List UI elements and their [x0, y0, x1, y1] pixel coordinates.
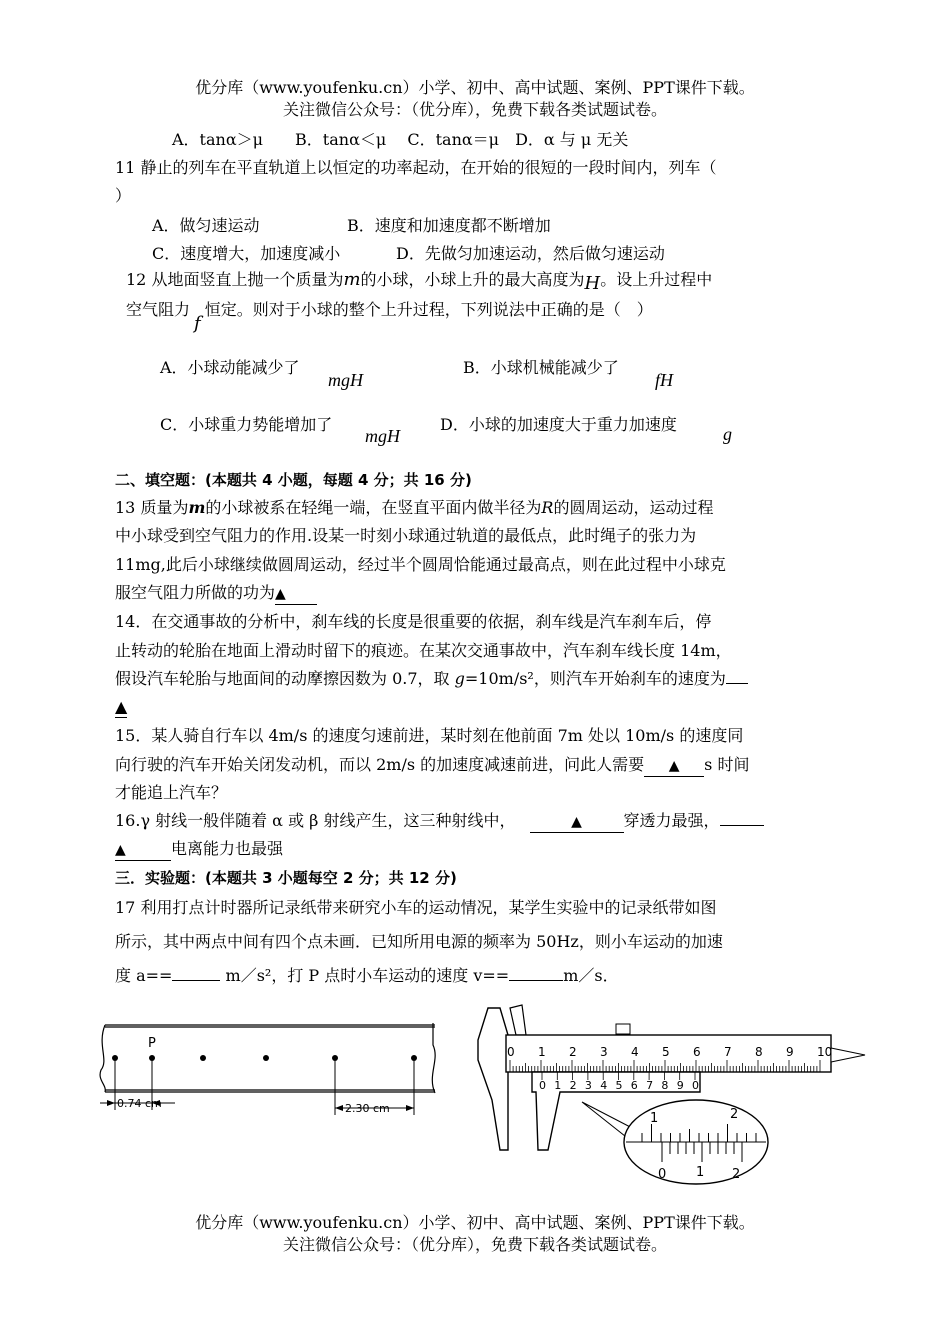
- section-3-title: 三．实验题：(本题共 3 小题每空 2 分；共 12 分): [115, 869, 457, 887]
- q13-l1a: 13 质量为: [115, 498, 189, 517]
- q16-l1b: 穿透力最强，: [623, 811, 720, 830]
- q12-option-d: D．小球的加速度大于重力加速度: [440, 415, 677, 434]
- vernier-caliper-figure: [470, 1000, 870, 1190]
- tape-dim-1-label: 0.74 cm: [117, 1097, 162, 1110]
- q16-l1a: 16.γ 射线一般伴随着 α 或 β 射线产生，这三种射线中，: [115, 811, 516, 830]
- caliper-upper-jaw: [510, 1005, 526, 1035]
- caliper-fixed-jaw: [478, 1008, 508, 1150]
- q13-l4: 服空气阻力所做的功为: [115, 583, 276, 602]
- vernier-tick-label: 3: [584, 1079, 592, 1092]
- main-tick-label: 6: [693, 1045, 701, 1059]
- main-tick-label: 5: [662, 1045, 670, 1059]
- main-tick-label: 8: [755, 1045, 763, 1059]
- tape-dot-3: [200, 1055, 206, 1061]
- q15-l2b: s 时间: [704, 755, 750, 774]
- vernier-tick-label: 9: [676, 1079, 684, 1092]
- caliper-depth-rod: [831, 1048, 865, 1062]
- main-tick-label: 1: [538, 1045, 546, 1059]
- q11-option-d: D．先做匀加速运动，然后做匀速运动: [396, 244, 665, 263]
- q11-option-b: B．速度和加速度都不断增加: [347, 216, 551, 235]
- q12-option-c: C．小球重力势能增加了: [160, 415, 333, 434]
- q11-option-c: C．速度增大，加速度减小: [152, 244, 341, 263]
- q12-stem-1b: 的小球，小球上升的最大高度为: [360, 270, 585, 289]
- tape-p-label: P: [148, 1036, 156, 1051]
- q17-l3c: m／s．: [563, 966, 619, 985]
- q17-l3b: m／s²，打 P 点时小车运动的速度 v==: [220, 966, 510, 985]
- header-line-1: 优分库（www.youfenku.cn）小学、初中、高中试题、案例、PPT课件下载。: [195, 78, 755, 97]
- main-tick-label: 7: [724, 1045, 732, 1059]
- q12-option-a-expr: mgH: [328, 370, 363, 390]
- q13-line-4: [115, 583, 317, 605]
- q14-line-3: [115, 669, 748, 689]
- q17-line-3: [115, 966, 619, 986]
- footer-line-1: 优分库（www.youfenku.cn）小学、初中、高中试题、案例、PPT课件下载。: [195, 1213, 755, 1232]
- q12-option-b-expr: fH: [655, 370, 673, 390]
- q13-l1c: 的圆周运动，运动过程: [553, 498, 714, 517]
- vernier-tick-label: 0: [539, 1079, 546, 1092]
- header-line-2: 关注微信公众号：（优分库），免费下载各类试题试卷。: [282, 100, 667, 119]
- main-tick-label: 9: [786, 1045, 794, 1059]
- q13-var-r: R: [541, 498, 554, 517]
- footer-line-2: 关注微信公众号：（优分库），免费下载各类试题试卷。: [282, 1235, 667, 1254]
- q12-stem-2a: 空气阻力: [126, 300, 191, 319]
- vernier-tick-label: 7: [646, 1079, 654, 1092]
- section-2-title: 二、填空题：(本题共 4 小题，每题 4 分；共 16 分): [115, 471, 472, 489]
- zoom-main-label-2: 2: [730, 1107, 739, 1122]
- q15-l2a: 向行驶的汽车开始关闭发动机，而以 2m/s 的加速度减速前进，问此人需要: [115, 755, 645, 774]
- q14-l3b: =10m/s²，则汽车开始刹车的速度为: [464, 669, 726, 688]
- q11-stem-end: ）: [115, 186, 132, 205]
- q12-stem-1c: 。设上升过程中: [600, 270, 713, 289]
- q13-l1b: 的小球被系在轻绳一端，在竖直平面内做半径为: [205, 498, 542, 517]
- q12-var-h: H: [584, 273, 601, 294]
- q15-line-2: [115, 755, 749, 777]
- q14-line-2: 止转动的轮胎在地面上滑动时留下的痕迹。在某次交通事故中，汽车刹车线长度 14m，: [115, 641, 732, 660]
- vernier-tick-label: 4: [600, 1079, 608, 1092]
- q12-stem-2: [126, 300, 653, 334]
- q14-l3a: 假设汽车轮胎与地面间的动摩擦因数为 0.7，取: [115, 669, 455, 688]
- q16-answer-blank-2-cont[interactable]: [115, 839, 171, 861]
- q16-l2: 电离能力也最强: [171, 839, 284, 858]
- q13-answer-mark: ▲: [275, 586, 286, 602]
- zoom-main-label-1: 1: [650, 1111, 659, 1126]
- q14-answer-mark: ▲: [115, 697, 128, 716]
- q12-option-c-expr: mgH: [365, 426, 400, 446]
- q14-line-1: 14．在交通事故的分析中，刹车线的长度是很重要的依据，刹车线是汽车刹车后，停: [115, 612, 712, 631]
- q15-line-3: 才能追上汽车？: [115, 783, 228, 802]
- q17-answer-blank-a[interactable]: [172, 980, 220, 981]
- zoom-vernier-label-2: 2: [732, 1167, 741, 1182]
- q12-var-f: f: [194, 313, 201, 334]
- q15-line-1: 15．某人骑自行车以 4m/s 的速度匀速前进，某时刻在他前面 7m 处以 10m/s 的速度同: [115, 726, 744, 745]
- zoom-vernier-label-0: 0: [658, 1167, 667, 1182]
- ticker-tape-figure: [95, 1015, 445, 1125]
- q16-answer-mark-2: ▲: [115, 842, 126, 858]
- q14-answer-blank[interactable]: [726, 683, 748, 684]
- q17-line-1: 17 利用打点计时器所记录纸带来研究小车的运动情况，某学生实验中的记录纸带如图: [115, 898, 717, 917]
- q12-var-m: m: [343, 269, 361, 290]
- tape-dot-4: [263, 1055, 269, 1061]
- q16-line-2: [115, 839, 283, 861]
- q16-answer-blank-1[interactable]: [530, 811, 624, 833]
- q13-line-1: [115, 498, 713, 518]
- vernier-tick-label: 8: [661, 1079, 669, 1092]
- main-tick-label: 2: [569, 1045, 577, 1059]
- q17-l3a: 度 a==: [115, 966, 173, 985]
- q15-answer-blank[interactable]: [644, 755, 704, 777]
- vernier-tick-label: 0: [692, 1079, 699, 1092]
- q16-answer-mark-1: ▲: [571, 814, 582, 830]
- q13-line-2: 中小球受到空气阻力的作用.设某一时刻小球通过轨道的最低点，此时绳子的张力为: [115, 526, 697, 545]
- caliper-lock-screw: [616, 1024, 630, 1034]
- q16-answer-blank-2[interactable]: [720, 825, 764, 826]
- vernier-tick-label: 2: [569, 1079, 577, 1092]
- q10-options: A．tanα＞μ B．tanα＜μ C．tanα＝μ D．α 与 μ 无关: [172, 130, 629, 149]
- q11-option-a: A．做匀速运动: [152, 216, 260, 235]
- q17-answer-blank-v[interactable]: [509, 980, 563, 981]
- q12-option-d-expr: g: [723, 424, 732, 444]
- q17-line-2: 所示，其中两点中间有四个点未画．已知所用电源的频率为 50Hz，则小车运动的加速: [115, 932, 723, 951]
- q12-option-b: B．小球机械能减少了: [463, 358, 619, 377]
- q13-var-m: m: [188, 498, 206, 517]
- vernier-tick-label: 6: [630, 1079, 638, 1092]
- vernier-tick-label: 1: [554, 1079, 562, 1092]
- zoom-vernier-label-1: 1: [696, 1165, 705, 1180]
- vernier-tick-label: 5: [615, 1079, 623, 1092]
- q12-stem-1: [126, 269, 713, 294]
- main-tick-label: 4: [631, 1045, 639, 1059]
- q11-stem: 11 静止的列车在平直轨道上以恒定的功率起动，在开始的很短的一段时间内，列车（: [115, 158, 717, 177]
- main-tick-label: 10: [817, 1045, 833, 1059]
- main-tick-label: 3: [600, 1045, 608, 1059]
- q16-line-1: [115, 811, 764, 833]
- q13-answer-blank[interactable]: [275, 583, 317, 605]
- tape-dim-2-label: 2.30 cm: [345, 1102, 390, 1115]
- q13-line-3: 11mg,此后小球继续做圆周运动，经过半个圆周恰能通过最高点，则在此过程中小球克: [115, 555, 726, 574]
- q14-var-g: g: [454, 669, 465, 688]
- q12-stem-1a: 12 从地面竖直上抛一个质量为: [126, 270, 344, 289]
- main-tick-label: 0: [507, 1045, 515, 1059]
- q12-option-a: A．小球动能减少了: [160, 358, 300, 377]
- q15-answer-mark: ▲: [668, 758, 680, 774]
- q12-stem-2b: 恒定。则对于小球的整个上升过程，下列说法中正确的是（ ）: [204, 300, 653, 319]
